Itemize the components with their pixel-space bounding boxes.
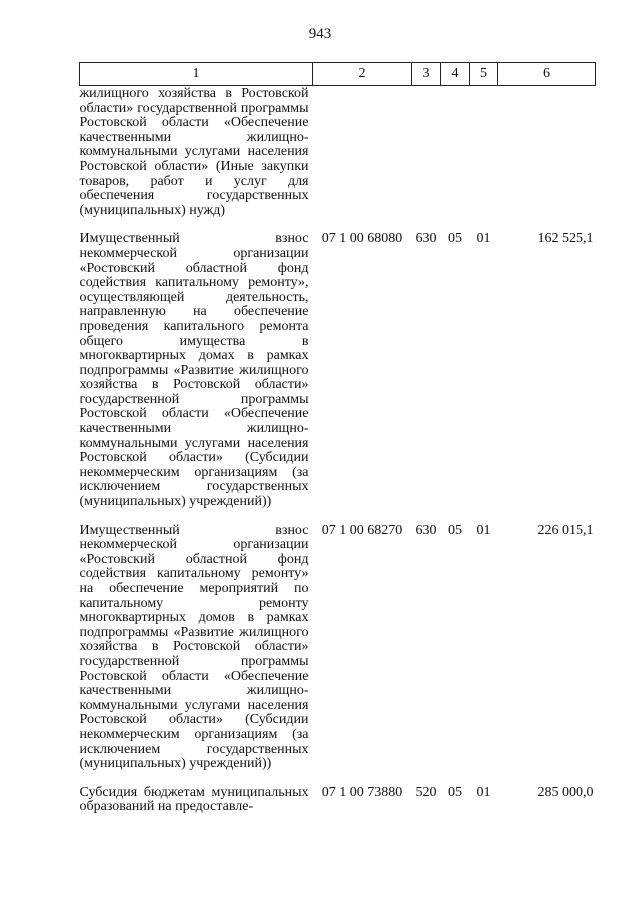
row-description: Субсидия бюджетам муниципальных образований на предоставле- — [79, 784, 309, 815]
row-amount — [498, 86, 596, 227]
column-header-2: 2 — [313, 63, 412, 86]
column-header-4: 4 — [441, 63, 470, 86]
row-target-code: 07 1 00 73880 — [321, 784, 403, 800]
table-row — [80, 780, 596, 823]
table-row — [80, 226, 596, 517]
row-subsection: 01 — [476, 231, 491, 247]
row-target-code — [313, 86, 412, 227]
column-header-6: 6 — [498, 63, 596, 86]
row-subsection — [470, 86, 498, 227]
row-expense-type — [412, 86, 441, 227]
page-number: 943 — [308, 26, 332, 42]
row-amount: 162 525,1 — [537, 231, 594, 247]
row-section: 05 — [448, 784, 462, 800]
row-target-code: 07 1 00 68080 — [321, 231, 403, 247]
row-amount: 226 015,1 — [537, 522, 594, 538]
row-subsection: 01 — [476, 784, 491, 800]
row-section: 05 — [448, 522, 462, 538]
row-subsection: 01 — [476, 522, 491, 538]
row-target-code: 07 1 00 68270 — [321, 522, 403, 538]
budget-table — [79, 62, 596, 823]
row-description: Имущественный взнос некоммерческой организации «Ростовский областной фонд содействия капитальному ремонту» на обеспечение мероприятий по капитальному ремонту многоквартирных домов в рамках подпрограммы «Развитие жилищного хозяйства в Ростовской области» государственной программы Ростовской области «Обеспечение качественными жилищно-коммунальными услугами населения Ростовской области» (Субсидии некоммерческим организациям (за исключением государственных (муниципальных) учреждений)) — [79, 522, 309, 772]
row-amount: 285 000,0 — [537, 784, 594, 800]
table-header-row — [80, 63, 596, 86]
column-header-1: 1 — [80, 63, 313, 86]
table-row — [80, 86, 596, 227]
column-header-5: 5 — [470, 63, 498, 86]
row-section: 05 — [448, 231, 462, 247]
row-expense-type: 630 — [415, 231, 437, 247]
row-expense-type: 630 — [415, 522, 437, 538]
row-expense-type: 520 — [415, 784, 437, 800]
row-description: жилищного хозяйства в Ростовской области» государственной программы Ростовской области «Обеспечение качественными жилищно-коммунальными услугами населения Ростовской области» (Иные закупки товаров, работ и услуг для обеспечения государственных (муниципальных) нужд) — [79, 86, 309, 218]
row-section — [441, 86, 470, 227]
column-header-3: 3 — [412, 63, 441, 86]
table-row — [80, 518, 596, 780]
row-description: Имущественный взнос некоммерческой организации «Ростовский областной фонд содействия капитальному ремонту», осуществляющей деятельность, направленную на обеспечение проведения капитального ремонта общего имущества в многоквартирных домах в рамках подпрограммы «Развитие жилищного хозяйства в Ростовской области» государственной программы Ростовской области «Обеспечение качественными жилищно-коммунальными услугами населения Ростовской области» (Субсидии некоммерческим организациям (за исключением государственных (муниципальных) учреждений)) — [79, 231, 309, 510]
